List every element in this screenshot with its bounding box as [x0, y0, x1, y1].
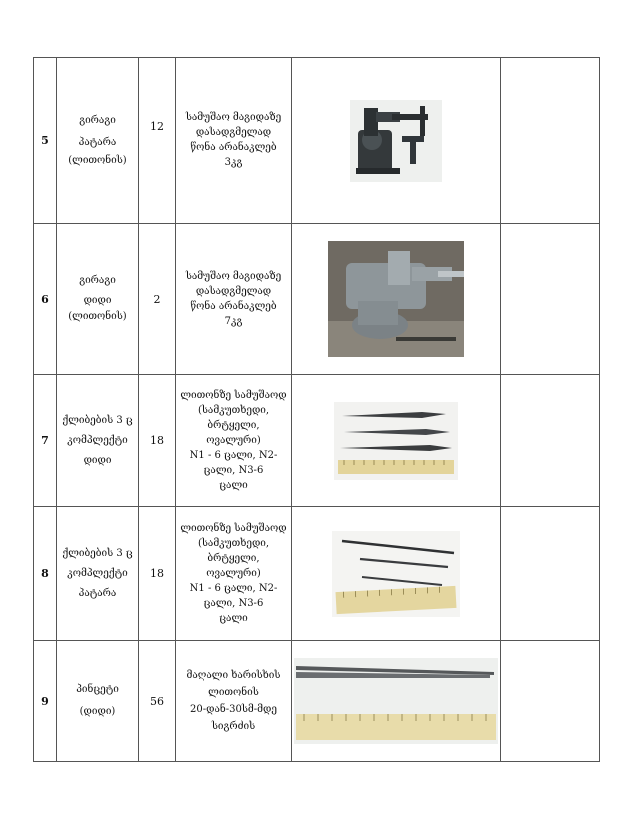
description-line: (სამკუთხედი, — [197, 538, 270, 549]
item-quantity: 56 — [139, 641, 176, 762]
description-line: ცალი — [219, 613, 248, 624]
row-number: 6 — [34, 224, 57, 375]
item-image-cell — [292, 58, 501, 224]
description-line: დასადგმელად — [195, 127, 272, 138]
item-name-line: (დიდი) — [79, 706, 116, 717]
description-line: მაღალი ხარისხის — [186, 670, 281, 681]
item-name — [57, 58, 139, 224]
description-line: 3კგ — [224, 157, 243, 168]
item-description — [176, 641, 292, 762]
item-name-line: (ლითონის) — [68, 154, 127, 166]
item-name-line: დიდი — [83, 454, 112, 466]
description-line: N1 - 6 ცალი, N2- — [189, 450, 278, 461]
large-file-set-photo — [334, 402, 458, 480]
table-row — [34, 507, 600, 641]
row-number: 7 — [34, 375, 57, 507]
item-image-cell — [292, 224, 501, 375]
item-description — [176, 58, 292, 224]
description-line: ბრტყელი, — [207, 420, 260, 431]
item-name-line: ქლიბების 3 ც — [62, 414, 133, 426]
description-line: N1 - 6 ცალი, N2- — [189, 583, 278, 594]
item-name-line: კომპლექტი — [67, 567, 128, 579]
item-quantity: 2 — [139, 224, 176, 375]
item-name — [57, 375, 139, 507]
item-quantity: 12 — [139, 58, 176, 224]
item-name-line: პინცეტი — [76, 684, 119, 695]
item-description — [176, 507, 292, 641]
item-image-cell — [292, 507, 501, 641]
description-line: წონა არანაკლებ — [190, 142, 277, 153]
table-row — [34, 58, 600, 224]
empty-cell — [501, 375, 600, 507]
description-line: სამუშაო მაგიდაზე — [185, 112, 282, 123]
item-image-cell — [292, 375, 501, 507]
empty-cell — [501, 507, 600, 641]
table-row — [34, 224, 600, 375]
table-row — [34, 375, 600, 507]
description-line: ლითონზე სამუშაოდ — [180, 523, 287, 534]
description-line: ოვალური) — [206, 568, 261, 579]
description-line: სიგრძის — [211, 721, 256, 732]
description-line: სამუშაო მაგიდაზე — [185, 271, 282, 282]
item-quantity: 18 — [139, 375, 176, 507]
empty-cell — [501, 224, 600, 375]
row-number: 8 — [34, 507, 57, 641]
item-name — [57, 224, 139, 375]
row-number: 9 — [34, 641, 57, 762]
item-name-line: დიდი — [83, 295, 112, 306]
item-name-line: პატარა — [78, 136, 117, 148]
description-line: ლითონის — [208, 687, 259, 698]
empty-cell — [501, 641, 600, 762]
item-name — [57, 641, 139, 762]
empty-cell — [501, 58, 600, 224]
large-bench-vise-photo — [328, 241, 464, 357]
tweezers-photo — [294, 658, 498, 744]
description-line: ოვალური) — [206, 435, 261, 446]
row-number: 5 — [34, 58, 57, 224]
description-line: ლითონზე სამუშაოდ — [180, 390, 287, 401]
item-name-line: კომპლექტი — [67, 434, 128, 446]
small-file-set-photo — [332, 531, 460, 617]
description-line: 20-დან-30სმ-მდე — [190, 704, 277, 715]
inventory-table — [33, 57, 600, 762]
description-line: დასადგმელად — [195, 286, 272, 297]
item-name-line: გირაგი — [79, 114, 116, 126]
item-image-cell — [292, 641, 501, 762]
item-quantity: 18 — [139, 507, 176, 641]
table-row — [34, 641, 600, 762]
small-bench-vise-photo — [350, 100, 442, 182]
item-description — [176, 224, 292, 375]
description-line: ბრტყელი, — [207, 553, 260, 564]
description-line: წონა არანაკლებ — [190, 301, 277, 312]
item-name-line: პატარა — [78, 587, 117, 599]
description-line: ცალი, N3-6 — [203, 465, 264, 476]
item-description — [176, 375, 292, 507]
item-name — [57, 507, 139, 641]
description-line: (სამკუთხედი, — [197, 405, 270, 416]
item-name-line: (ლითონის) — [68, 311, 127, 322]
item-name-line: ქლიბების 3 ც — [62, 547, 133, 559]
description-line: ცალი, N3-6 — [203, 598, 264, 609]
description-line: 7კგ — [224, 316, 243, 327]
item-name-line: გირაგი — [79, 275, 116, 286]
description-line: ცალი — [219, 480, 248, 491]
